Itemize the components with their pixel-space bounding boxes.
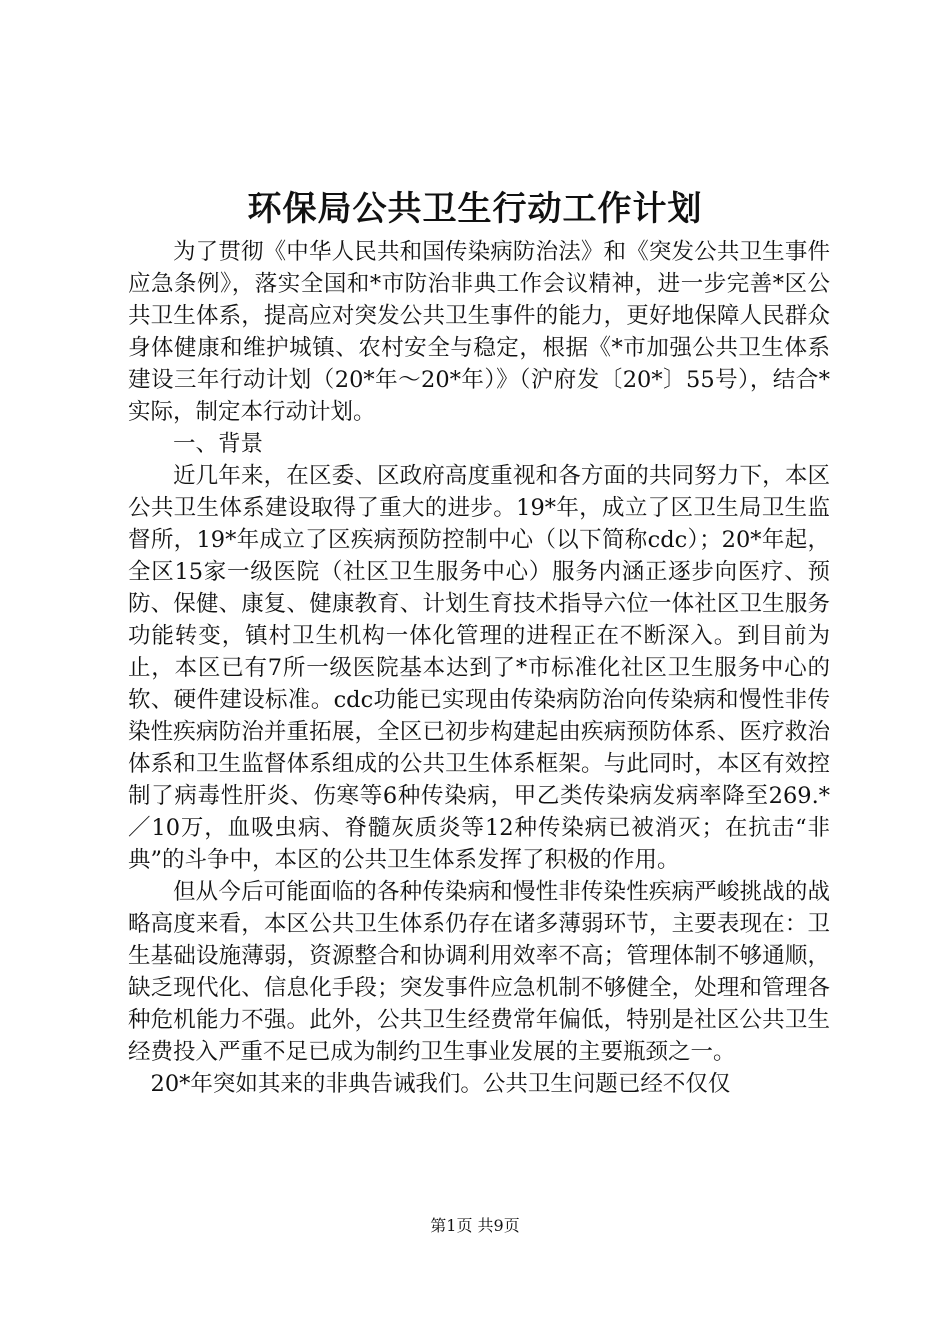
paragraph-sars-lesson: 20*年突如其来的非典告诫我们。公共卫生问题已经不仅仅 bbox=[150, 1071, 731, 1097]
document-title: 环保局公共卫生行动工作计划 bbox=[247, 189, 703, 229]
paragraph-intro: 为了贯彻《中华人民共和国传染病防治法》和《突发公共卫生事件应急条例》，落实全国和*市防治非典工作会议精神，进一步完善*区公共卫生体系，提高应对突发公共卫生事件的能力，更好地保障人民群众身体健康和维护城镇、农村安全与稳定，根据《*市加强公共卫生体系建设三年行动计划（20*年～20*年）》（沪府发〔20*〕55号），结合*实际，制定本行动计划。 bbox=[128, 239, 830, 425]
paragraph-background-progress: 近几年来，在区委、区政府高度重视和各方面的共同努力下，本区公共卫生体系建设取得了重大的进步。19*年，成立了区卫生局卫生监督所，19*年成立了区疾病预防控制中心（以下简称cdc）；20*年起，全区15家一级医院（社区卫生服务中心）服务内涵正逐步向医疗、预防、保健、康复、健康教育、计划生育技术指导六位一体社区卫生服务功能转变，镇村卫生机构一体化管理的进程正在不断深入。到目前为止，本区已有7所一级医院基本达到了*市标准化社区卫生服务中心的软、硬件建设标准。cdc功能已实现由传染病防治向传染病和慢性非传染性疾病防治并重拓展，全区已初步构建起由疾病预防体系、医疗救治体系和卫生监督体系组成的公共卫生体系框架。与此同时，本区有效控制了病毒性肝炎、伤寒等6种传染病，甲乙类传染病发病率降至269.*／10万，血吸虫病、脊髓灰质炎等12种传染病已被消灭；在抗击“非典”的斗争中，本区的公共卫生体系发挥了积极的作用。 bbox=[128, 463, 830, 873]
page-number-footer: 第1页 共9页 bbox=[430, 1216, 520, 1235]
document-body bbox=[128, 236, 830, 1100]
paragraph-background-weaknesses: 但从今后可能面临的各种传染病和慢性非传染性疾病严峻挑战的战略高度来看，本区公共卫生体系仍存在诸多薄弱环节，主要表现在：卫生基础设施薄弱，资源整合和协调利用效率不高；管理体制不够通顺，缺乏现代化、信息化手段；突发事件应急机制不够健全，处理和管理各种危机能力不强。此外，公共卫生经费常年偏低，特别是社区公共卫生经费投入严重不足已成为制约卫生事业发展的主要瓶颈之一。 bbox=[128, 879, 830, 1065]
section-heading-background: 一、背景 bbox=[173, 431, 264, 457]
